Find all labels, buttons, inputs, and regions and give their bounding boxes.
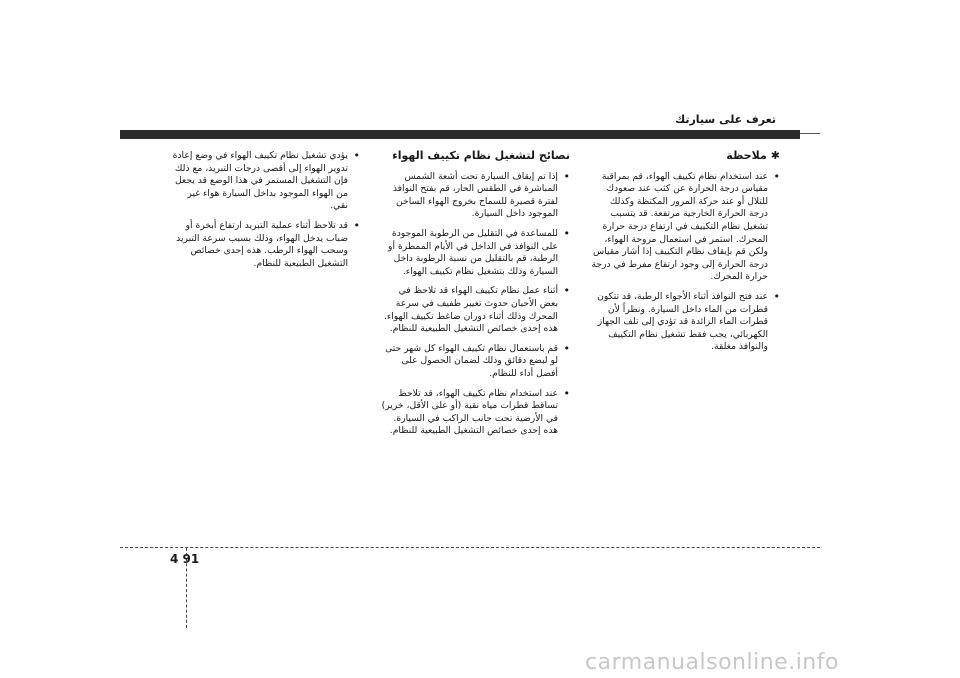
page-section: 4 xyxy=(170,552,179,566)
note-item: • عند استخدام نظام تكييف الهواء، قم بمراقبة مقياس درجة الحرارة عن كثب عند صعودك للتلال أو عند حركة المرور المكتظة وكذلك درجة الحرارة الخارجية مرتفعة. قد يتسبب تشغيل نظام التكييف في ارتفاع درجة حرارة المحرك. استمر في استعمال مروحة الهواء، ولكن قم بإيقاف نظام التكييف إذا أشار مقياس درجة الحرارة إلى وجود ارتفاع مفرط في درجة حرارة المحرك. xyxy=(590,171,780,284)
content-columns xyxy=(172,149,780,470)
column-note xyxy=(590,150,780,361)
tip-item: • أثناء عمل نظام تكييف الهواء قد تلاحظ في بعض الأحيان حدوث تغيير طفيف في سرعة المحرك وذلك أثناء دوران ضاغط تكييف الهواء. هذه إحدى خصائص التشغيل الطبيعية للنظام. xyxy=(380,285,570,335)
page-number xyxy=(170,552,199,566)
tip-item: • للمساعدة في التقليل من الرطوبة الموجودة على النوافذ في الداخل في الأيام الممطرة أو الرطبة، قم بالتقليل من نسبة الرطوبة داخل السيارة وذلك بتشغيل نظام تكييف الهواء. xyxy=(380,228,570,278)
header-bar xyxy=(120,130,800,139)
watermark-text: carmanualsonline.info xyxy=(585,650,839,675)
tips-list xyxy=(380,171,570,438)
tip-item: • إذا تم إيقاف السيارة تحت أشعة الشمس المباشرة في الطقس الحار، قم بفتح النوافذ لفترة قصيرة للسماح بخروج الهواء الساخن الموجود داخل السيارة. xyxy=(380,171,570,221)
tip-item: • قم باستعمال نظام تكييف الهواء كل شهر حتى لو لبضع دقائق وذلك لضمان الحصول على أفضل أداء للنظام. xyxy=(380,343,570,381)
continued-item: • قد تلاحظ أثناء عملية التبريد ارتفاع أبخرة أو ضباب يدخل الهواء، وذلك بسبب سرعة التبريد وسحب الهواء الرطب. هذه إحدى خصائص التشغيل الطبيعية للنظام. xyxy=(170,220,360,270)
column-continued xyxy=(170,150,360,277)
tips-heading: نصائح لتشغيل نظام تكييف الهواء xyxy=(392,149,570,162)
header-rule xyxy=(800,133,820,134)
continued-item: • يؤدي تشغيل نظام تكييف الهواء في وضع إعادة تدوير الهواء إلى أقصى درجات التبريد، مع ذلك فإن التشغيل المستمر في هذا الوضع قد يجعل من الهواء الموجود بداخل السيارة هواء غير نقي. xyxy=(170,150,360,213)
footer-divider xyxy=(120,547,820,548)
header-title: تعرف على سيارتك xyxy=(675,113,776,126)
note-list xyxy=(590,171,780,354)
note-heading xyxy=(590,150,780,163)
tip-item: • عند استخدام نظام تكييف الهواء، قد تلاحظ تساقط قطرات مياه نقية (أو على الأقل، خرير) في الأرضية تحت جانب الراكب في السيارة. هذه إحدى خصائص التشغيل الطبيعية للنظام. xyxy=(380,388,570,438)
asterisk-icon: ✱ xyxy=(770,149,780,162)
continued-list xyxy=(170,150,360,270)
column-tips xyxy=(380,150,570,445)
note-heading-text: ملاحظة xyxy=(726,149,767,162)
note-item: • عند فتح النوافذ أثناء الأجواء الرطبة، قد تتكون قطرات من الماء داخل السيارة. ونظراً لأن قطرات الماء الزائدة قد تؤدي إلى تلف الجهاز الكهربائي، يجب فقط تشغيل نظام التكييف والنوافذ مغلقة. xyxy=(590,291,780,354)
page-index: 91 xyxy=(182,552,200,566)
